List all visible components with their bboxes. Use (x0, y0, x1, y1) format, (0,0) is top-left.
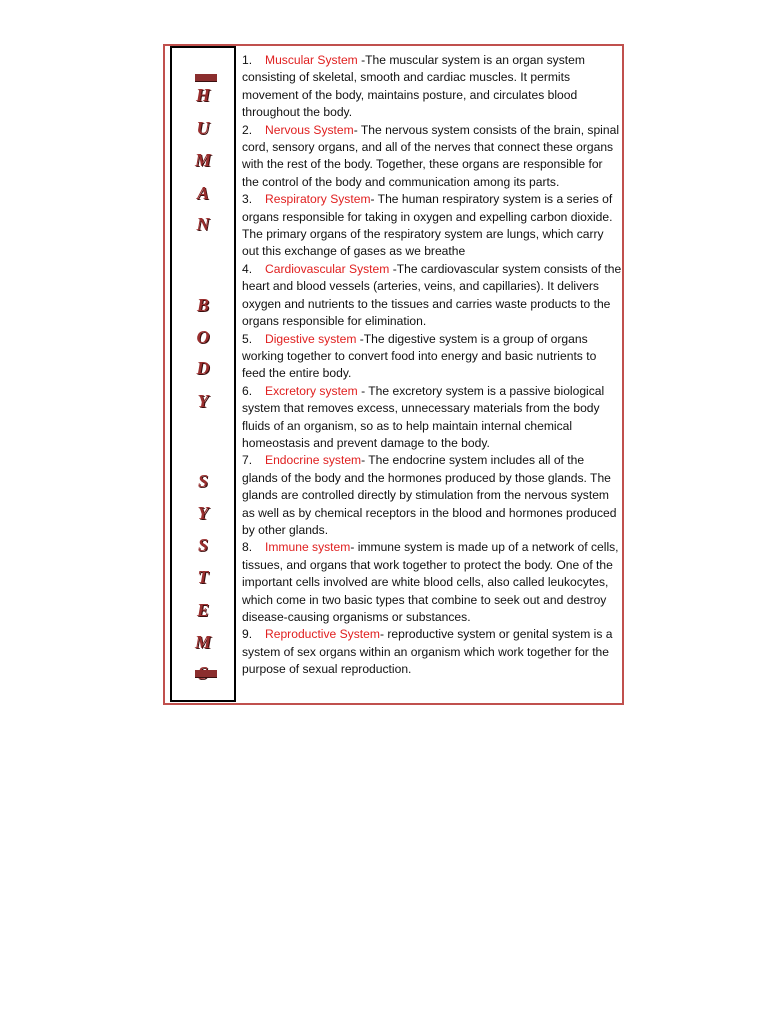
human-body-systems-card (163, 44, 624, 705)
title-letter: M (194, 632, 211, 652)
system-item (242, 539, 622, 626)
title-letter: Y (197, 391, 209, 411)
system-item (242, 191, 622, 261)
title-letter: T (197, 567, 209, 587)
title-letter: N (196, 214, 210, 234)
system-description: -The cardiovascular system consists of the heart and blood vessels (arteries, veins, and capillaries). It delivers oxygen and nutrients to the tissues and carries waste products to the organs responsible for elimination. (242, 261, 622, 329)
system-name: Immune system (265, 540, 351, 555)
item-number: 4. (242, 261, 253, 276)
system-name: Cardiovascular System (265, 261, 390, 276)
system-description: - The human respiratory system is a series of organs responsible for taking in oxygen and expelling carbon dioxide. The primary organs of the respiratory system are lungs, which carry out this exchange of gases as we breathe (242, 192, 613, 259)
system-description: - immune system is made up of a network of cells, tissues, and organs that work together to protect the body. One of the important cells involved are white blood cells, also called leukocytes, which come in two basic types that combine to seek out and destroy disease-causing organisms or substances. (242, 540, 619, 624)
title-letter: B (196, 295, 209, 315)
system-name: Muscular System (265, 53, 358, 67)
title-top-dash (195, 74, 217, 81)
item-number: 8. (242, 540, 253, 555)
system-name: Respiratory System (265, 192, 371, 207)
title-letter: O (196, 327, 210, 347)
item-number: 5. (242, 331, 253, 346)
item-number: 3. (242, 192, 253, 207)
system-name: Excretory system (265, 383, 358, 398)
system-name: Digestive system (265, 331, 357, 346)
title-letter: U (196, 118, 210, 138)
system-description: - The endocrine system includes all of the glands of the body and the hormones produced by those glands. The glands are controlled directly by stimulation from the nervous system as well as by chemical receptors in the blood and hormones produced by other glands. (242, 453, 617, 537)
systems-list (242, 52, 622, 679)
title-letter: E (196, 600, 209, 620)
system-item (242, 331, 622, 383)
system-description: -The muscular system is an organ system consisting of skeletal, smooth and cardiac muscles. It permits movement of the body, maintains posture, and circulates blood throughout the body. (242, 53, 585, 120)
title-letter: M (194, 150, 211, 170)
system-item (242, 626, 622, 678)
item-number: 1. (242, 53, 253, 67)
title-letter: D (196, 358, 210, 378)
system-name: Reproductive System (265, 627, 380, 642)
system-description: - The excretory system is a passive biological system that removes excess, unnecessary materials from the body fluids of an organism, so as to help maintain internal chemical homeostasis and prevent damage to the body. (242, 383, 605, 450)
title-letter: Y (197, 503, 209, 523)
item-number: 9. (242, 627, 253, 642)
title-letter: A (196, 183, 209, 203)
system-item (242, 122, 622, 192)
system-description: - The nervous system consists of the brain, spinal cord, sensory organs, and all of the nerves that connect these organs with the rest of the body. Together, these organs are responsible for the control of the body and communication among its parts. (242, 122, 620, 189)
title-letter: S (197, 471, 208, 491)
system-name: Endocrine system (265, 453, 362, 468)
item-number: 2. (242, 122, 253, 137)
title-letter: H (195, 85, 210, 105)
vertical-title (170, 46, 236, 702)
system-name: Nervous System (265, 122, 354, 137)
system-item (242, 383, 622, 453)
system-item (242, 452, 622, 539)
item-number: 6. (242, 383, 253, 398)
title-bottom-dash (195, 670, 217, 677)
item-number: 7. (242, 453, 253, 468)
title-letter: S (197, 535, 208, 555)
system-description: - reproductive system or genital system is a system of sex organs within an organism which work together for the purpose of sexual reproduction. (242, 627, 613, 677)
system-item (242, 261, 622, 331)
system-item (242, 52, 622, 122)
system-description: -The digestive system is a group of organs working together to convert food into energy and basic nutrients to feed the entire body. (242, 331, 597, 381)
